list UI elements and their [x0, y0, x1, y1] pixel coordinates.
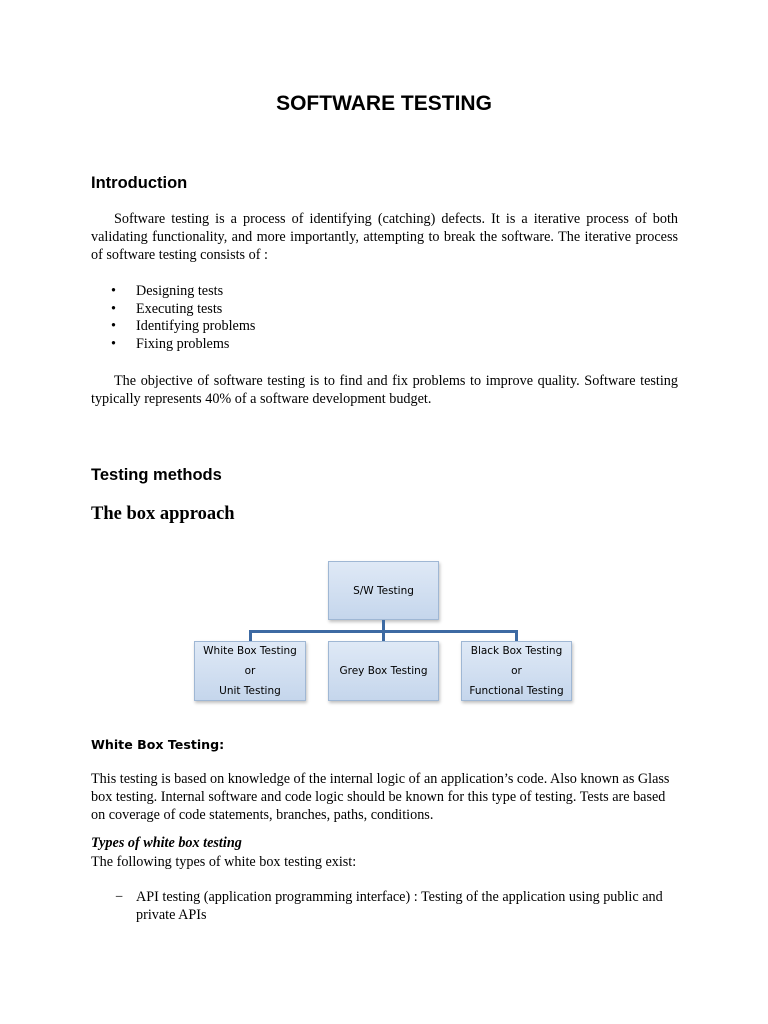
white-box-label-2: or [244, 665, 256, 677]
intro-paragraph: Software testing is a process of identifying (catching) defects. It is a iterative process of both validating functionality, and more importantly, attempting to break the software. The iterative process of software testing consists of : [91, 211, 678, 263]
box-approach-heading: The box approach [91, 504, 235, 524]
bullet-icon: • [111, 318, 116, 335]
list-item: • Fixing problems [111, 335, 230, 352]
sw-testing-label: S/W Testing [353, 584, 414, 597]
bullet-icon: • [111, 300, 116, 317]
bullet-icon: • [111, 283, 116, 299]
list-item: − API testing (application programming interface) : Testing of the application using public and private APIs [115, 889, 663, 923]
white-box-types-list [91, 888, 681, 924]
types-intro: The following types of white box testing exist: [91, 854, 357, 870]
white-box-heading: White Box Testing: [91, 737, 225, 752]
black-box-label-3: Functional Testing [469, 685, 564, 697]
types-heading: Types of white box testing [91, 835, 242, 851]
intro-heading: Introduction [91, 174, 188, 192]
white-box-testing-box [194, 641, 306, 701]
white-box-label-1: White Box Testing [203, 645, 297, 657]
white-box-label-3: Unit Testing [219, 685, 281, 697]
page-title: SOFTWARE TESTING [276, 92, 492, 115]
objective-paragraph: The objective of software testing is to find and fix problems to improve quality. Software testing typically represents 40% of a software development budget. [91, 373, 678, 407]
dash-icon: − [115, 889, 124, 905]
black-box-label-1: Black Box Testing [470, 645, 563, 657]
black-box-testing-box [461, 641, 572, 701]
grey-box-label: Grey Box Testing [339, 665, 428, 677]
sw-testing-box [328, 561, 439, 620]
white-box-paragraph: This testing is based on knowledge of the internal logic of an application’s code. Also known as Glass box testing. Internal software and code logic should be known for this type of testing. Tests are based on coverage of code statements, branches, paths, conditions. [91, 771, 670, 823]
process-list [91, 283, 255, 353]
grey-box-testing-box [328, 641, 439, 701]
list-item: • Designing tests [111, 283, 224, 299]
bullet-icon: • [111, 335, 116, 352]
testing-methods-heading: Testing methods [91, 466, 222, 484]
list-item: • Identifying problems [111, 318, 256, 335]
black-box-label-2: or [511, 665, 522, 677]
list-item: • Executing tests [111, 300, 223, 317]
